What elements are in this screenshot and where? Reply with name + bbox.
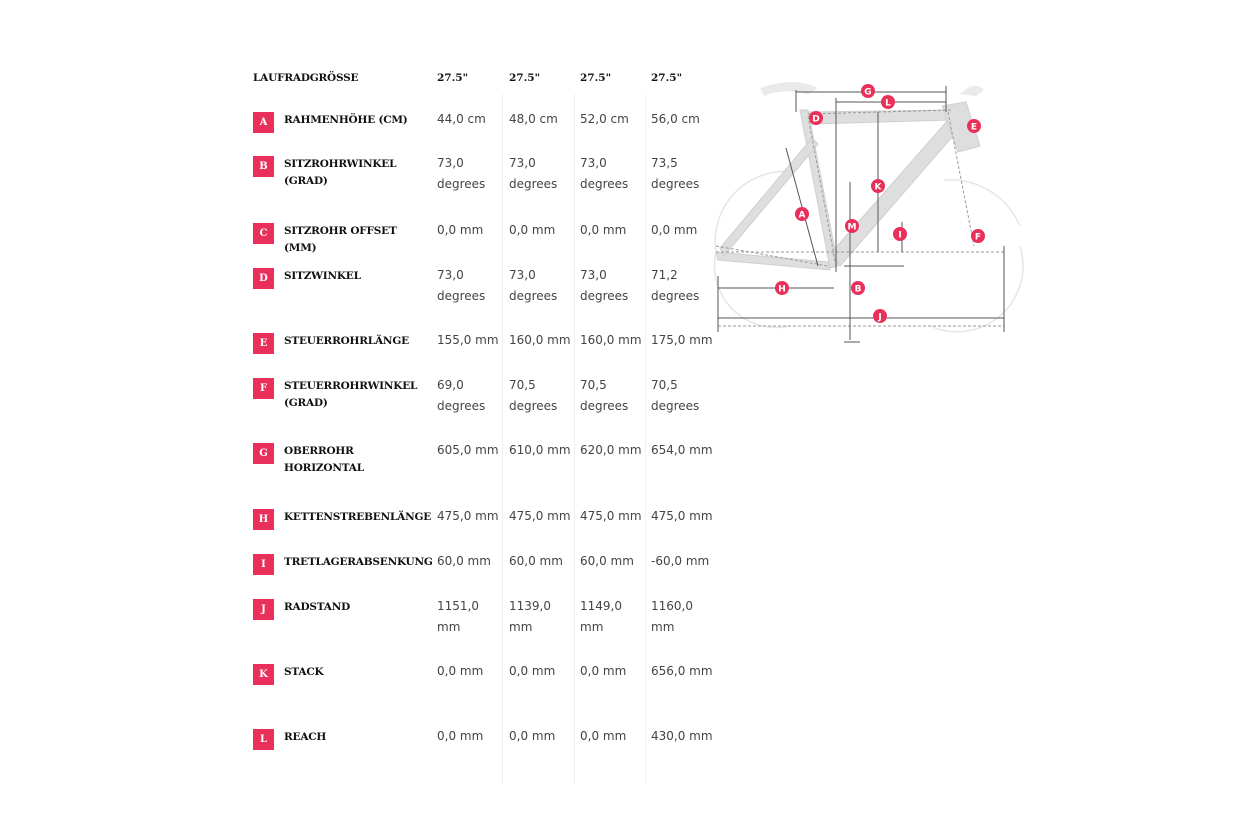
value-cell: 0,0 mm [580,729,627,743]
dimension-label: STACK [284,666,324,678]
value-cell: 610,0 mm [509,443,571,457]
size-column-header: 27.5" [580,72,612,84]
dimension-label: STEUERROHRWINKEL (GRAD) [284,380,418,409]
value-cell: 0,0 mm [509,729,556,743]
dimension-key-badge: H [253,509,274,530]
size-column-header: 27.5" [651,72,683,84]
dimension-label: SITZROHR OFFSET (MM) [284,225,397,254]
value-cell: 44,0 cm [437,112,486,126]
marker-g [861,84,875,98]
value-cell: 654,0 mm [651,443,713,457]
value-cell: 73,0 degrees [437,156,486,191]
value-cell: 73,0 degrees [580,268,629,303]
table-row [252,723,722,788]
svg-text:M: M [847,222,857,233]
geometry-table [252,64,722,788]
value-cell: 475,0 mm [437,509,499,523]
value-cell: 73,0 degrees [580,156,629,191]
table-row [252,593,722,658]
value-cell: 0,0 mm [509,223,556,237]
dimension-key-badge: C [253,223,274,244]
column-separator [502,94,503,784]
dimension-label: SITZWINKEL [284,270,361,282]
value-cell: 475,0 mm [509,509,571,523]
value-cell: 620,0 mm [580,443,642,457]
marker-i [893,227,907,241]
value-cell: 1151,0 mm [437,599,479,634]
marker-b [851,281,865,295]
column-separator [574,94,575,784]
table-row [252,262,722,327]
value-cell: 48,0 cm [509,112,558,126]
value-cell: 175,0 mm [651,333,713,347]
svg-text:F: F [974,232,982,243]
dimension-label: REACH [284,731,327,743]
dimension-key-badge: F [253,378,274,399]
svg-text:L: L [885,98,891,109]
table-row [252,658,722,723]
value-cell: 52,0 cm [580,112,629,126]
svg-text:H: H [778,284,786,295]
value-cell: 0,0 mm [580,223,627,237]
value-cell: 0,0 mm [437,729,484,743]
value-cell: 73,0 degrees [509,156,558,191]
value-cell: 73,5 degrees [651,156,700,191]
value-cell: 71,2 degrees [651,268,700,303]
svg-text:A: A [798,210,806,221]
table-row [252,106,722,150]
value-cell: 1139,0 mm [509,599,551,634]
value-cell: 56,0 cm [651,112,700,126]
handlebar [960,86,984,96]
value-cell: 1160,0 mm [651,599,693,634]
value-cell: 605,0 mm [437,443,499,457]
table-row [252,150,722,217]
column-separator [645,94,646,784]
svg-text:E: E [970,122,978,133]
svg-text:I: I [898,230,902,241]
svg-text:D: D [812,114,820,125]
dimension-key-badge: E [253,333,274,354]
dimension-label: OBERROHR HORIZONTAL [284,445,364,474]
wheel-size-label: LAUFRADGRÖSSE [253,72,359,84]
dimension-key-badge: G [253,443,274,464]
table-header-row [252,64,722,106]
dimension-label: RADSTAND [284,601,351,613]
marker-m [845,219,859,233]
value-cell: 0,0 mm [437,223,484,237]
value-cell: 160,0 mm [509,333,571,347]
bike-frame [716,102,980,270]
value-cell: 656,0 mm [651,664,713,678]
value-cell: 70,5 degrees [580,378,629,413]
dimension-key-badge: L [253,729,274,750]
value-cell: -60,0 mm [651,554,710,568]
dimension-key-badge: I [253,554,274,575]
value-cell: 70,5 degrees [651,378,700,413]
value-cell: 60,0 mm [437,554,491,568]
value-cell: 475,0 mm [651,509,713,523]
size-column-header: 27.5" [437,72,469,84]
value-cell: 0,0 mm [437,664,484,678]
value-cell: 475,0 mm [580,509,642,523]
table-row [252,503,722,548]
marker-a [795,207,809,221]
marker-j [873,309,887,323]
table-row [252,437,722,503]
table-row [252,548,722,593]
value-cell: 155,0 mm [437,333,499,347]
dimension-label: RAHMENHÖHE (CM) [284,114,408,126]
marker-k [871,179,885,193]
dimension-label: TRETLAGERABSENKUNG [284,556,433,568]
dimension-key-badge: J [253,599,274,620]
svg-text:B: B [854,284,862,295]
svg-text:G: G [864,87,872,98]
dimension-label: SITZROHRWINKEL (GRAD) [284,158,397,187]
value-cell: 73,0 degrees [437,268,486,303]
svg-text:K: K [874,182,882,193]
marker-l [881,95,895,109]
value-cell: 73,0 degrees [509,268,558,303]
value-cell: 160,0 mm [580,333,642,347]
table-row [252,327,722,372]
value-cell: 0,0 mm [580,664,627,678]
value-cell: 0,0 mm [509,664,556,678]
marker-f [971,229,985,243]
dimension-key-badge: K [253,664,274,685]
value-cell: 60,0 mm [580,554,634,568]
svg-text:J: J [878,312,882,323]
marker-e [967,119,981,133]
value-cell: 430,0 mm [651,729,713,743]
dimension-key-badge: D [253,268,274,289]
marker-d [809,111,823,125]
value-cell: 1149,0 mm [580,599,622,634]
dimension-label: STEUERROHRLÄNGE [284,335,409,347]
saddle [760,82,818,96]
value-cell: 70,5 degrees [509,378,558,413]
table-row [252,372,722,437]
size-column-header: 27.5" [509,72,541,84]
dimension-label: KETTENSTREBENLÄNGE [284,511,432,523]
table-row [252,217,722,262]
marker-h [775,281,789,295]
bike-geometry-diagram [704,76,1024,352]
value-cell: 69,0 degrees [437,378,486,413]
value-cell: 60,0 mm [509,554,563,568]
dimension-key-badge: B [253,156,274,177]
value-cell: 0,0 mm [651,223,698,237]
dimension-key-badge: A [253,112,274,133]
